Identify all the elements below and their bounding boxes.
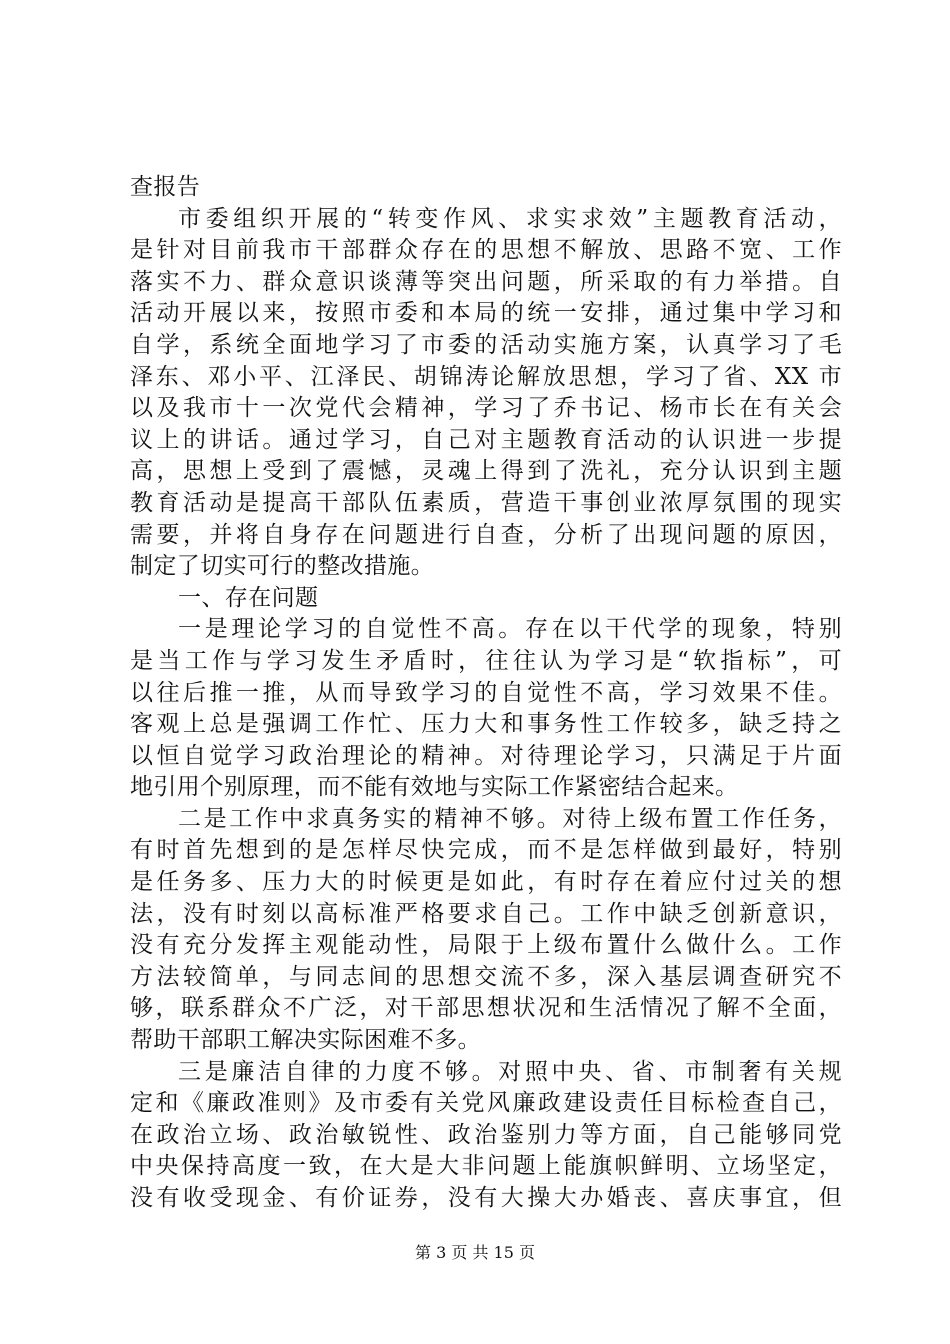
text-line: 教育活动是提高干部队伍素质，营造干事创业浓厚氛围的现实	[130, 489, 842, 516]
text-line: 地引用个别原理，而不能有效地与实际工作紧密结合起来。	[130, 774, 739, 801]
text-line: 制定了切实可行的整改措施。	[130, 553, 435, 580]
text-line: 查报告	[130, 174, 201, 200]
text-line: 二是工作中求真务实的精神不够。对待上级布置工作任务，	[178, 805, 842, 832]
text-line: 以往后推一推，从而导致学习的自觉性不高，学习效果不佳。	[130, 679, 842, 706]
text-line: 中央保持高度一致，在大是大非问题上能旗帜鲜明、立场坚定，	[130, 1153, 842, 1180]
text-line: 有时首先想到的是怎样尽快完成，而不是怎样做到最好，特别	[130, 837, 842, 864]
text-line: 三是廉洁自律的力度不够。对照中央、省、市制奢有关规	[178, 1058, 842, 1085]
text-line: 在政治立场、政治敏锐性、政治鉴别力等方面，自己能够同党	[130, 1121, 842, 1148]
text-line: 法，没有时刻以高标准严格要求自己。工作中缺乏创新意识，	[130, 900, 842, 927]
text-line: 方法较简单，与同志间的思想交流不多，深入基层调查研究不	[130, 963, 842, 990]
text-line: 活动开展以来，按照市委和本局的统一安排，通过集中学习和	[130, 300, 842, 327]
text-line: 以恒自觉学习政治理论的精神。对待理论学习，只满足于片面	[130, 742, 842, 769]
text-line: 定和《廉政准则》及市委有关党风廉政建设责任目标检查自己，	[130, 1090, 842, 1117]
text-line: 是当工作与学习发生矛盾时，往往认为学习是“软指标”，可	[130, 647, 842, 674]
text-line: 需要，并将自身存在问题进行自查，分析了出现问题的原因，	[130, 521, 842, 548]
text-line: 够，联系群众不广泛，对干部思想状况和生活情况了解不全面，	[130, 995, 842, 1022]
text-line: 一是理论学习的自觉性不高。存在以干代学的现象，特别	[178, 616, 842, 643]
text-line: 市委组织开展的“转变作风、求实求效”主题教育活动，	[178, 205, 842, 232]
text-line: 泽东、邓小平、江泽民、胡锦涛论解放思想，学习了省、XX 市	[130, 363, 842, 390]
text-line: 以及我市十一次党代会精神，学习了乔书记、杨市长在有关会	[130, 395, 842, 422]
text-line: 是任务多、压力大的时候更是如此，有时存在着应付过关的想	[130, 869, 842, 896]
text-line: 没有收受现金、有价证券，没有大操大办婚丧、喜庆事宜，但	[130, 1185, 842, 1211]
document-body	[130, 172, 842, 1215]
text-line: 议上的讲话。通过学习，自己对主题教育活动的认识进一步提	[130, 426, 842, 453]
text-line: 没有充分发挥主观能动性，局限于上级布置什么做什么。工作	[130, 932, 842, 959]
text-line: 自学，系统全面地学习了市委的活动实施方案，认真学习了毛	[130, 331, 842, 358]
text-line: 一、存在问题	[178, 584, 319, 611]
text-line: 帮助干部职工解决实际困难不多。	[130, 1027, 481, 1054]
text-line: 客观上总是强调工作忙、压力大和事务性工作较多，缺乏持之	[130, 711, 842, 738]
text-line: 落实不力、群众意识谈薄等突出问题，所采取的有力举措。自	[130, 268, 842, 295]
page-footer: 第 3 页 共 15 页	[415, 1243, 535, 1262]
text-line: 高，思想上受到了震憾，灵魂上得到了洗礼，充分认识到主题	[130, 458, 842, 485]
text-line: 是针对目前我市干部群众存在的思想不解放、思路不宽、工作	[130, 237, 842, 264]
